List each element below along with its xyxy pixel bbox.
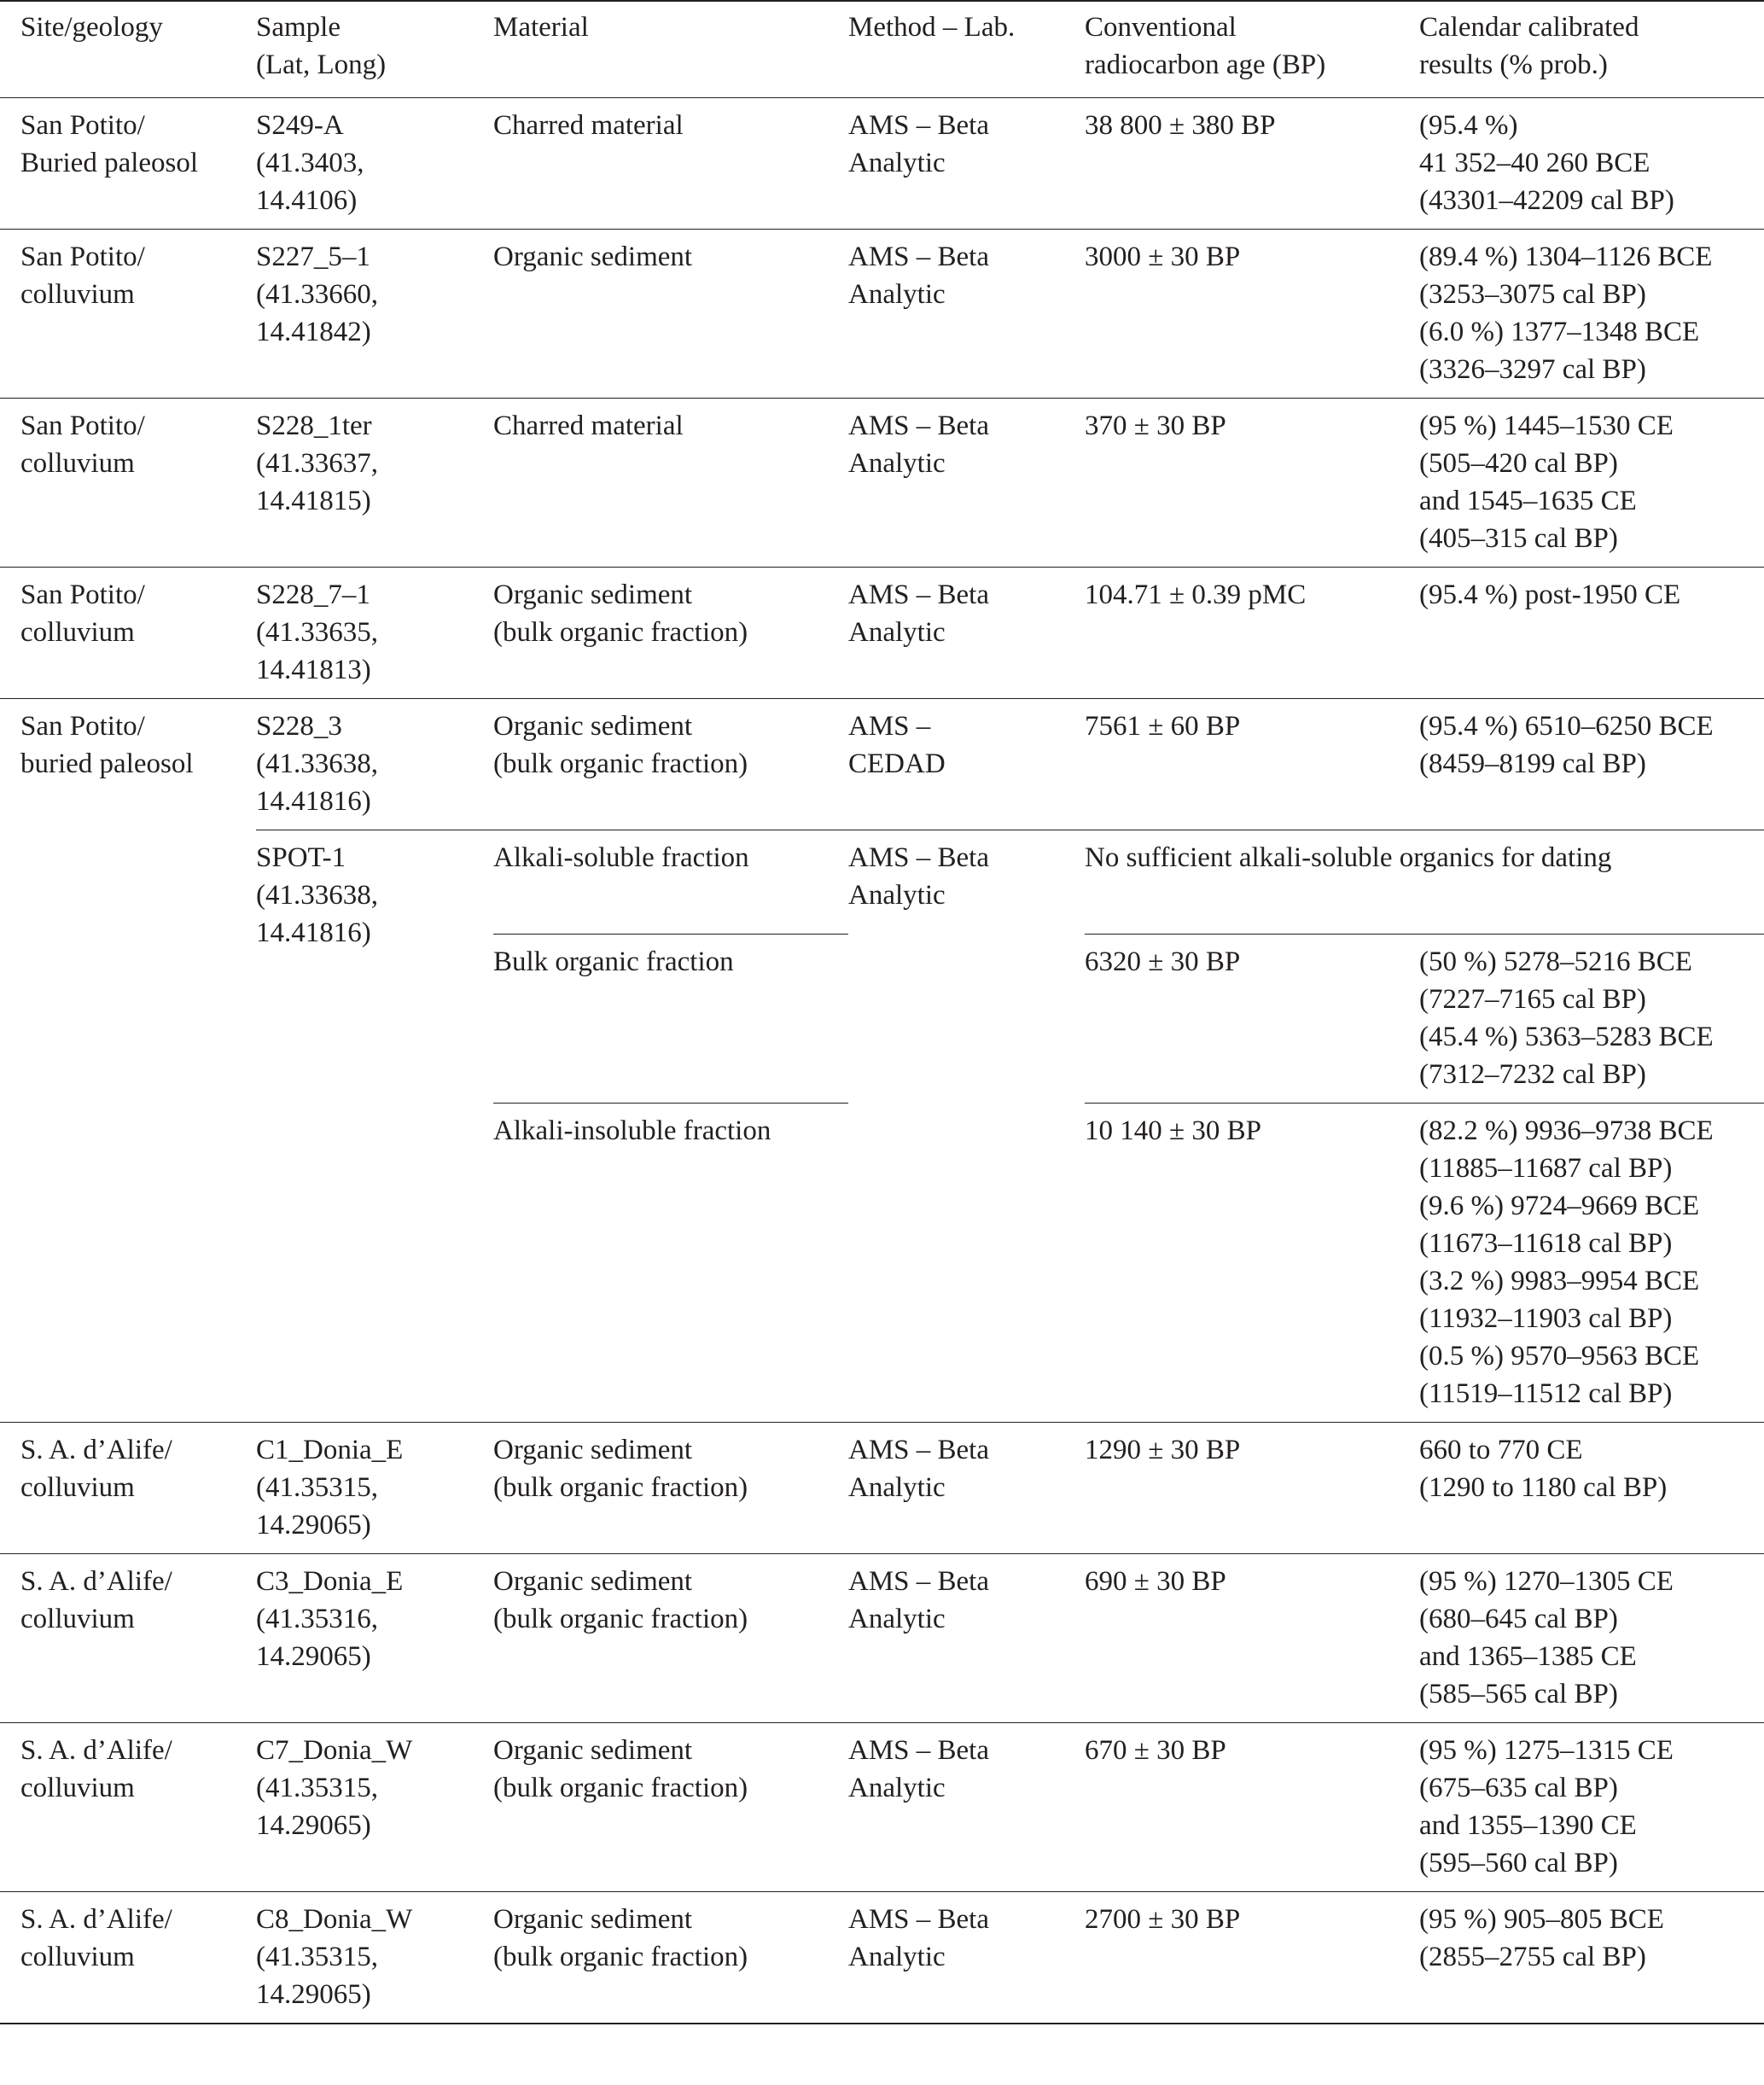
cell-sample: C3_Donia_E (41.35316, 14.29065) bbox=[256, 1554, 493, 1723]
header-method: Method – Lab. bbox=[848, 1, 1085, 98]
cell-material: Alkali-insoluble fraction bbox=[493, 1104, 848, 1423]
cell-site: San Potito/ buried paleosol bbox=[0, 699, 256, 1423]
cell-calibrated: (95.4 %) post-1950 CE bbox=[1419, 568, 1764, 699]
cell-material: Organic sediment (bulk organic fraction) bbox=[493, 699, 848, 830]
cell-sample: S228_1ter (41.33637, 14.41815) bbox=[256, 399, 493, 568]
cell-method: AMS – Beta Analytic bbox=[848, 1723, 1085, 1892]
cell-age: 1290 ± 30 BP bbox=[1085, 1423, 1419, 1554]
cell-material: Organic sediment (bulk organic fraction) bbox=[493, 1554, 848, 1723]
cell-age: 10 140 ± 30 BP bbox=[1085, 1104, 1419, 1423]
cell-method: AMS – Beta Analytic bbox=[848, 1892, 1085, 2024]
cell-sample: SPOT-1 (41.33638, 14.41816) bbox=[256, 830, 493, 1423]
cell-age: 370 ± 30 BP bbox=[1085, 399, 1419, 568]
cell-calibrated: (95 %) 1445–1530 CE (505–420 cal BP) and 1545–1635 CE (405–315 cal BP) bbox=[1419, 399, 1764, 568]
cell-method: AMS – CEDAD bbox=[848, 699, 1085, 830]
table-row-spot-alkali-soluble bbox=[0, 830, 1764, 935]
cell-age: 2700 ± 30 BP bbox=[1085, 1892, 1419, 2024]
table-row bbox=[0, 568, 1764, 699]
header-sample: Sample (Lat, Long) bbox=[256, 1, 493, 98]
cell-sample: C8_Donia_W (41.35315, 14.29065) bbox=[256, 1892, 493, 2024]
cell-material: Organic sediment (bulk organic fraction) bbox=[493, 1423, 848, 1554]
cell-age: 38 800 ± 380 BP bbox=[1085, 98, 1419, 230]
cell-site: S. A. d’Alife/ colluvium bbox=[0, 1723, 256, 1892]
cell-sample: S227_5–1 (41.33660, 14.41842) bbox=[256, 230, 493, 399]
cell-calibrated: (82.2 %) 9936–9738 BCE (11885–11687 cal BP) (9.6 %) 9724–9669 BCE (11673–11618 cal BP) (3.2 %) 9983–9954 BCE (11932–11903 cal BP) (0.5 %) 9570–9563 BCE (11519–11512 cal BP) bbox=[1419, 1104, 1764, 1423]
cell-site: S. A. d’Alife/ colluvium bbox=[0, 1423, 256, 1554]
cell-calibrated: (95 %) 1270–1305 CE (680–645 cal BP) and 1365–1385 CE (585–565 cal BP) bbox=[1419, 1554, 1764, 1723]
table-row bbox=[0, 1423, 1764, 1554]
table-row bbox=[0, 1554, 1764, 1723]
cell-age: 670 ± 30 BP bbox=[1085, 1723, 1419, 1892]
cell-calibrated: (95 %) 1275–1315 CE (675–635 cal BP) and 1355–1390 CE (595–560 cal BP) bbox=[1419, 1723, 1764, 1892]
cell-method: AMS – Beta Analytic bbox=[848, 830, 1085, 1423]
cell-site: San Potito/ colluvium bbox=[0, 230, 256, 399]
cell-sample: S228_3 (41.33638, 14.41816) bbox=[256, 699, 493, 830]
cell-sample: S228_7–1 (41.33635, 14.41813) bbox=[256, 568, 493, 699]
cell-age: 3000 ± 30 BP bbox=[1085, 230, 1419, 399]
cell-site: San Potito/ colluvium bbox=[0, 568, 256, 699]
cell-sample: C1_Donia_E (41.35315, 14.29065) bbox=[256, 1423, 493, 1554]
cell-site: San Potito/ colluvium bbox=[0, 399, 256, 568]
table-row bbox=[0, 230, 1764, 399]
cell-calibrated: (95.4 %) 6510–6250 BCE (8459–8199 cal BP) bbox=[1419, 699, 1764, 830]
header-calibrated: Calendar calibrated results (% prob.) bbox=[1419, 1, 1764, 98]
cell-site: San Potito/ Buried paleosol bbox=[0, 98, 256, 230]
header-age: Conventional radiocarbon age (BP) bbox=[1085, 1, 1419, 98]
cell-age: 7561 ± 60 BP bbox=[1085, 699, 1419, 830]
table-row bbox=[0, 399, 1764, 568]
cell-age: 6320 ± 30 BP bbox=[1085, 935, 1419, 1104]
cell-material: Charred material bbox=[493, 399, 848, 568]
cell-material: Organic sediment (bulk organic fraction) bbox=[493, 568, 848, 699]
table-row bbox=[0, 1723, 1764, 1892]
header-site: Site/geology bbox=[0, 1, 256, 98]
header-material: Material bbox=[493, 1, 848, 98]
header-row bbox=[0, 1, 1764, 98]
cell-material: Organic sediment bbox=[493, 230, 848, 399]
cell-calibrated: 660 to 770 CE (1290 to 1180 cal BP) bbox=[1419, 1423, 1764, 1554]
cell-sample: S249-A (41.3403, 14.4106) bbox=[256, 98, 493, 230]
cell-site: S. A. d’Alife/ colluvium bbox=[0, 1892, 256, 2024]
cell-calibrated: (89.4 %) 1304–1126 BCE (3253–3075 cal BP) (6.0 %) 1377–1348 BCE (3326–3297 cal BP) bbox=[1419, 230, 1764, 399]
cell-site: S. A. d’Alife/ colluvium bbox=[0, 1554, 256, 1723]
cell-sample: C7_Donia_W (41.35315, 14.29065) bbox=[256, 1723, 493, 1892]
cell-method: AMS – Beta Analytic bbox=[848, 98, 1085, 230]
cell-material: Organic sediment (bulk organic fraction) bbox=[493, 1892, 848, 2024]
cell-method: AMS – Beta Analytic bbox=[848, 568, 1085, 699]
cell-calibrated: (95.4 %) 41 352–40 260 BCE (43301–42209 cal BP) bbox=[1419, 98, 1764, 230]
table-row-paleosol-s228-3 bbox=[0, 699, 1764, 830]
table-row bbox=[0, 98, 1764, 230]
cell-material: Organic sediment (bulk organic fraction) bbox=[493, 1723, 848, 1892]
cell-method: AMS – Beta Analytic bbox=[848, 399, 1085, 568]
table-row bbox=[0, 1892, 1764, 2024]
cell-method: AMS – Beta Analytic bbox=[848, 1554, 1085, 1723]
cell-note: No sufficient alkali-soluble organics for dating bbox=[1085, 830, 1764, 935]
cell-age: 690 ± 30 BP bbox=[1085, 1554, 1419, 1723]
cell-age: 104.71 ± 0.39 pMC bbox=[1085, 568, 1419, 699]
cell-calibrated: (95 %) 905–805 BCE (2855–2755 cal BP) bbox=[1419, 1892, 1764, 2024]
cell-material: Charred material bbox=[493, 98, 848, 230]
cell-calibrated: (50 %) 5278–5216 BCE (7227–7165 cal BP) (45.4 %) 5363–5283 BCE (7312–7232 cal BP) bbox=[1419, 935, 1764, 1104]
cell-material: Alkali-soluble fraction bbox=[493, 830, 848, 935]
cell-method: AMS – Beta Analytic bbox=[848, 230, 1085, 399]
cell-material: Bulk organic fraction bbox=[493, 935, 848, 1104]
cell-method: AMS – Beta Analytic bbox=[848, 1423, 1085, 1554]
